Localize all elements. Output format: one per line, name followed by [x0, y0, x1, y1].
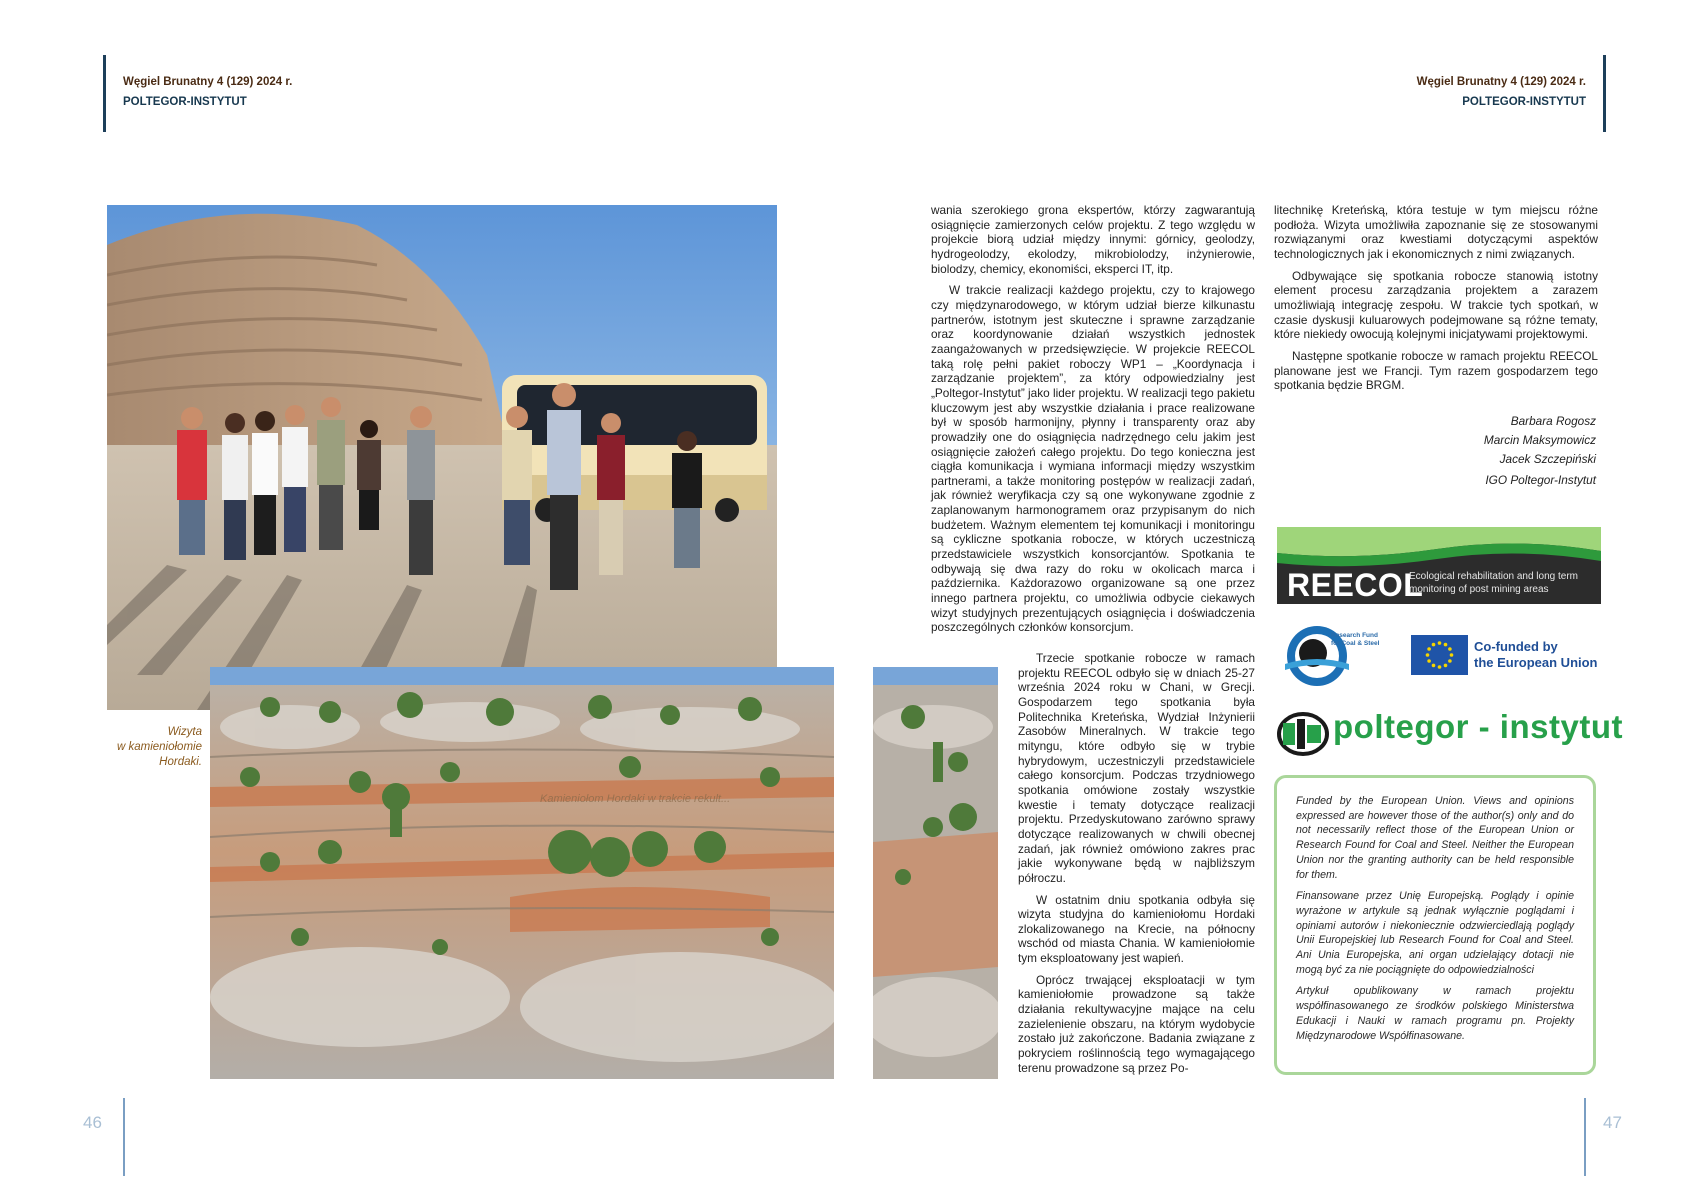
header-left-bar [103, 55, 106, 132]
col2-paragraph-1: Trzecie spotkanie robocze w ramach projektu REECOL odbyło się w dniach 25-27 września 2024 roku w Chani, w Grecji. Gospodarzem tego spotkania była Politechnika Kreteńska, Wydział Inżynierii Zasobów Mineralnych. W trakcie tego mityngu, które odbyło się w trybie hybrydowym, uczestniczyli przedstawiciele całego konsorcjum. Podczas trzydniowego spotkania omówione zostały wszystkie kwestie i tematy dotyczące realizacji projektu. Przedyskutowano zarówno sprawy dotyczące realizowanych w chwili obecnej zadań, jak również omówiono zakres prac jakie wykonywane będą w najbliższym półroczu. [1018, 651, 1255, 885]
photo-overlay-text: Kamieniołom Hordaki w trakcie rekult... [540, 793, 731, 805]
author-affiliation: IGO Poltegor-Instytut [1485, 473, 1596, 487]
article-column-3 [1274, 203, 1598, 400]
header-left-title: Węgiel Brunatny 4 (129) 2024 r. [123, 76, 293, 88]
rfcs-line-2: for Coal & Steel [1331, 640, 1380, 647]
poltegor-logo-icon [1277, 711, 1329, 757]
article-column-1 [931, 203, 1255, 642]
header-right-institute: POLTEGOR-INSTYTUT [1462, 96, 1586, 108]
rfcs-label [1331, 632, 1379, 648]
caption-line-3: Hordaki. [159, 756, 202, 768]
reecol-tagline-2: monitoring of post mining areas [1409, 584, 1549, 595]
footer-left-bar [123, 1098, 125, 1176]
photo-group-in-quarry [107, 205, 777, 710]
article-column-2 [1018, 651, 1255, 1082]
photo-quarry-detail [873, 667, 998, 1079]
caption-line-2: w kamieniołomie [116, 741, 202, 753]
reecol-logo [1277, 527, 1601, 604]
header-right-bar [1603, 55, 1606, 132]
col2-paragraph-3: Oprócz trwającej eksploatacji w tym kamieniołomie prowadzone są także działania rekultywacyjne mające na celu zazielenienie obszaru, na którym wydobycie zostało już zakończone. Badania związane z pokryciem roślinnością tego wymagającego terenu prowadzone są przez Po- [1018, 972, 1255, 1075]
eu-line-2: the European Union [1474, 655, 1598, 670]
eu-line-1: Co-funded by [1474, 639, 1558, 654]
funding-text-pl: Finansowane przez Unię Europejską. Poglądy i opinie wyrażone w artykule są jednak wyłącznie poglądami i opiniami autorów i niekoniecznie odzwierciedlają poglądy Unii Europejskiej lub Research Found for Coal and Steel. Ani Unia Europejska, ani organ udzielający dotacji nie mogą być za nie pociągnięte do odpowiedzialności [1296, 890, 1574, 976]
header-left-institute: POLTEGOR-INSTYTUT [123, 96, 247, 108]
header-right-title: Węgiel Brunatny 4 (129) 2024 r. [1416, 76, 1586, 88]
col3-paragraph-2: Odbywające się spotkania robocze stanowią istotny element procesu zarządzania projektem a zarazem umożliwiają integrację zespołu. W trakcie tych spotkań, w czasie dyskusji kuluarowych podejmowane są różne tematy, które niekiedy owocują kolejnymi inicjatywami projektowymi. [1274, 268, 1598, 342]
funding-disclaimer-box [1274, 775, 1596, 1075]
author-1: Barbara Rogosz [1510, 414, 1596, 428]
footer-right-bar [1584, 1098, 1586, 1176]
eu-flag-icon [1411, 635, 1468, 675]
funding-text-en: Funded by the European Union. Views and opinions expressed are however those of the author(s) only and do not necessarily reflect those of the European Union or Research Found for Coal and Steel. Neither the European Union nor the granting authority can be held responsible for them. [1296, 795, 1574, 881]
reecol-tagline [1409, 570, 1578, 596]
funding-text-ministry: Artykuł opublikowany w ramach projektu współfinasowanego ze środków polskiego Ministerstwa Edukacji i Nauki w ramach programu pn. Projekty Międzynarodowe Współfinasowane. [1296, 985, 1574, 1042]
photo-quarry-rockface [210, 667, 834, 1079]
reecol-name: REECOL [1287, 567, 1424, 603]
reecol-tagline-1: Ecological rehabilitation and long term [1409, 571, 1578, 582]
col2-paragraph-2: W ostatnim dniu spotkania odbyła się wizyta studyjna do kamieniołomu Hordaki zlokalizowanego na Krecie, na północny wschód od miasta Chania. W kamieniołomie tym eksploatowany jest wapień. [1018, 892, 1255, 966]
poltegor-wordmark: poltegor - instytut [1333, 708, 1623, 745]
col1-paragraph-1: wania szerokiego grona ekspertów, którzy zagwarantują osiągnięcie zamierzonych celów projektu. Z tego względu w projekcie biorą udział między innymi: górnicy, geolodzy, hydrogeolodzy, ekolodzy, mikrobiolodzy, inżynierowie, biolodzy, chemicy, ekonomiści, eksperci IT, itp. [931, 203, 1255, 276]
author-list [1484, 412, 1596, 490]
col3-paragraph-3: Następne spotkanie robocze w ramach projektu REECOL planowane jest we Francji. Tym razem gospodarzem tego spotkania będzie BRGM. [1274, 348, 1598, 393]
page-number-right: 47 [1603, 1113, 1622, 1132]
photo-caption [80, 725, 202, 770]
eu-cofunded-label [1474, 639, 1598, 671]
col3-paragraph-1: litechnikę Kreteńską, która testuje w tym miejscu różne podłoża. Wizyta umożliwiła zapoznanie się ze stosowanymi rozwiązanymi oraz kwestiami dotyczącymi aspektów technologicznych jak i ekonomicznych z nimi związanych. [1274, 203, 1598, 261]
caption-line-1: Wizyta [167, 726, 202, 738]
author-2: Marcin Maksymowicz [1483, 433, 1596, 447]
author-3: Jacek Szczepiński [1499, 452, 1596, 466]
col1-paragraph-2: W trakcie realizacji każdego projektu, czy to krajowego czy międzynarodowego, w którym udział bierze kilkunastu partnerów, istotnym jest skuteczne i sprawne zarządzanie oraz koordynowanie działań wszystkich jednostek zaangażowanych w przedsięwzięcie. W projekcie REECOL taką rolę pełni pakiet roboczy WP1 – „Koordynacja i zarządzanie projektem”, za który odpowiedzialny jest „Poltegor-Instytut” jako lider projektu. W realizacji tego pakietu kluczowym jest aby wszystkie działania i prace realizowane był w sposób harmonijny, płynny i transparenty oraz aby prowadziły one do osiągnięcia nadrzędnego celu jakim jest osiągnięcie założeń całego projektu. Do tego konieczna jest ciągła komunikacja i wymiana informacji między wszystkim partnerami, a także monitoring postępów w realizacji zadań, jak również weryfikacja czy są one wykonywane zgodnie z zaplanowanym harmonogramem oraz przypisanym do nich budżetem. Ważnym elementem tej komunikacji i monitoringu są cykliczne spotkania robocze, w których uczestniczą przedstawiciele wszystkich konsorcjantów. Spotkania te odbywają się dwa razy do roku w okolicach marca i października. Każdorazowo organizowane są one przez innego partnera projektu, co umożliwia odbycie ciekawych wizyt studyjnych prezentujących osiągnięcia i doświadczenia poszczególnych członków konsorcjum. [931, 283, 1255, 635]
page-number-left: 46 [83, 1113, 102, 1132]
research-fund-logo [1277, 624, 1395, 688]
rfcs-line-1: Research Fund [1331, 632, 1378, 639]
